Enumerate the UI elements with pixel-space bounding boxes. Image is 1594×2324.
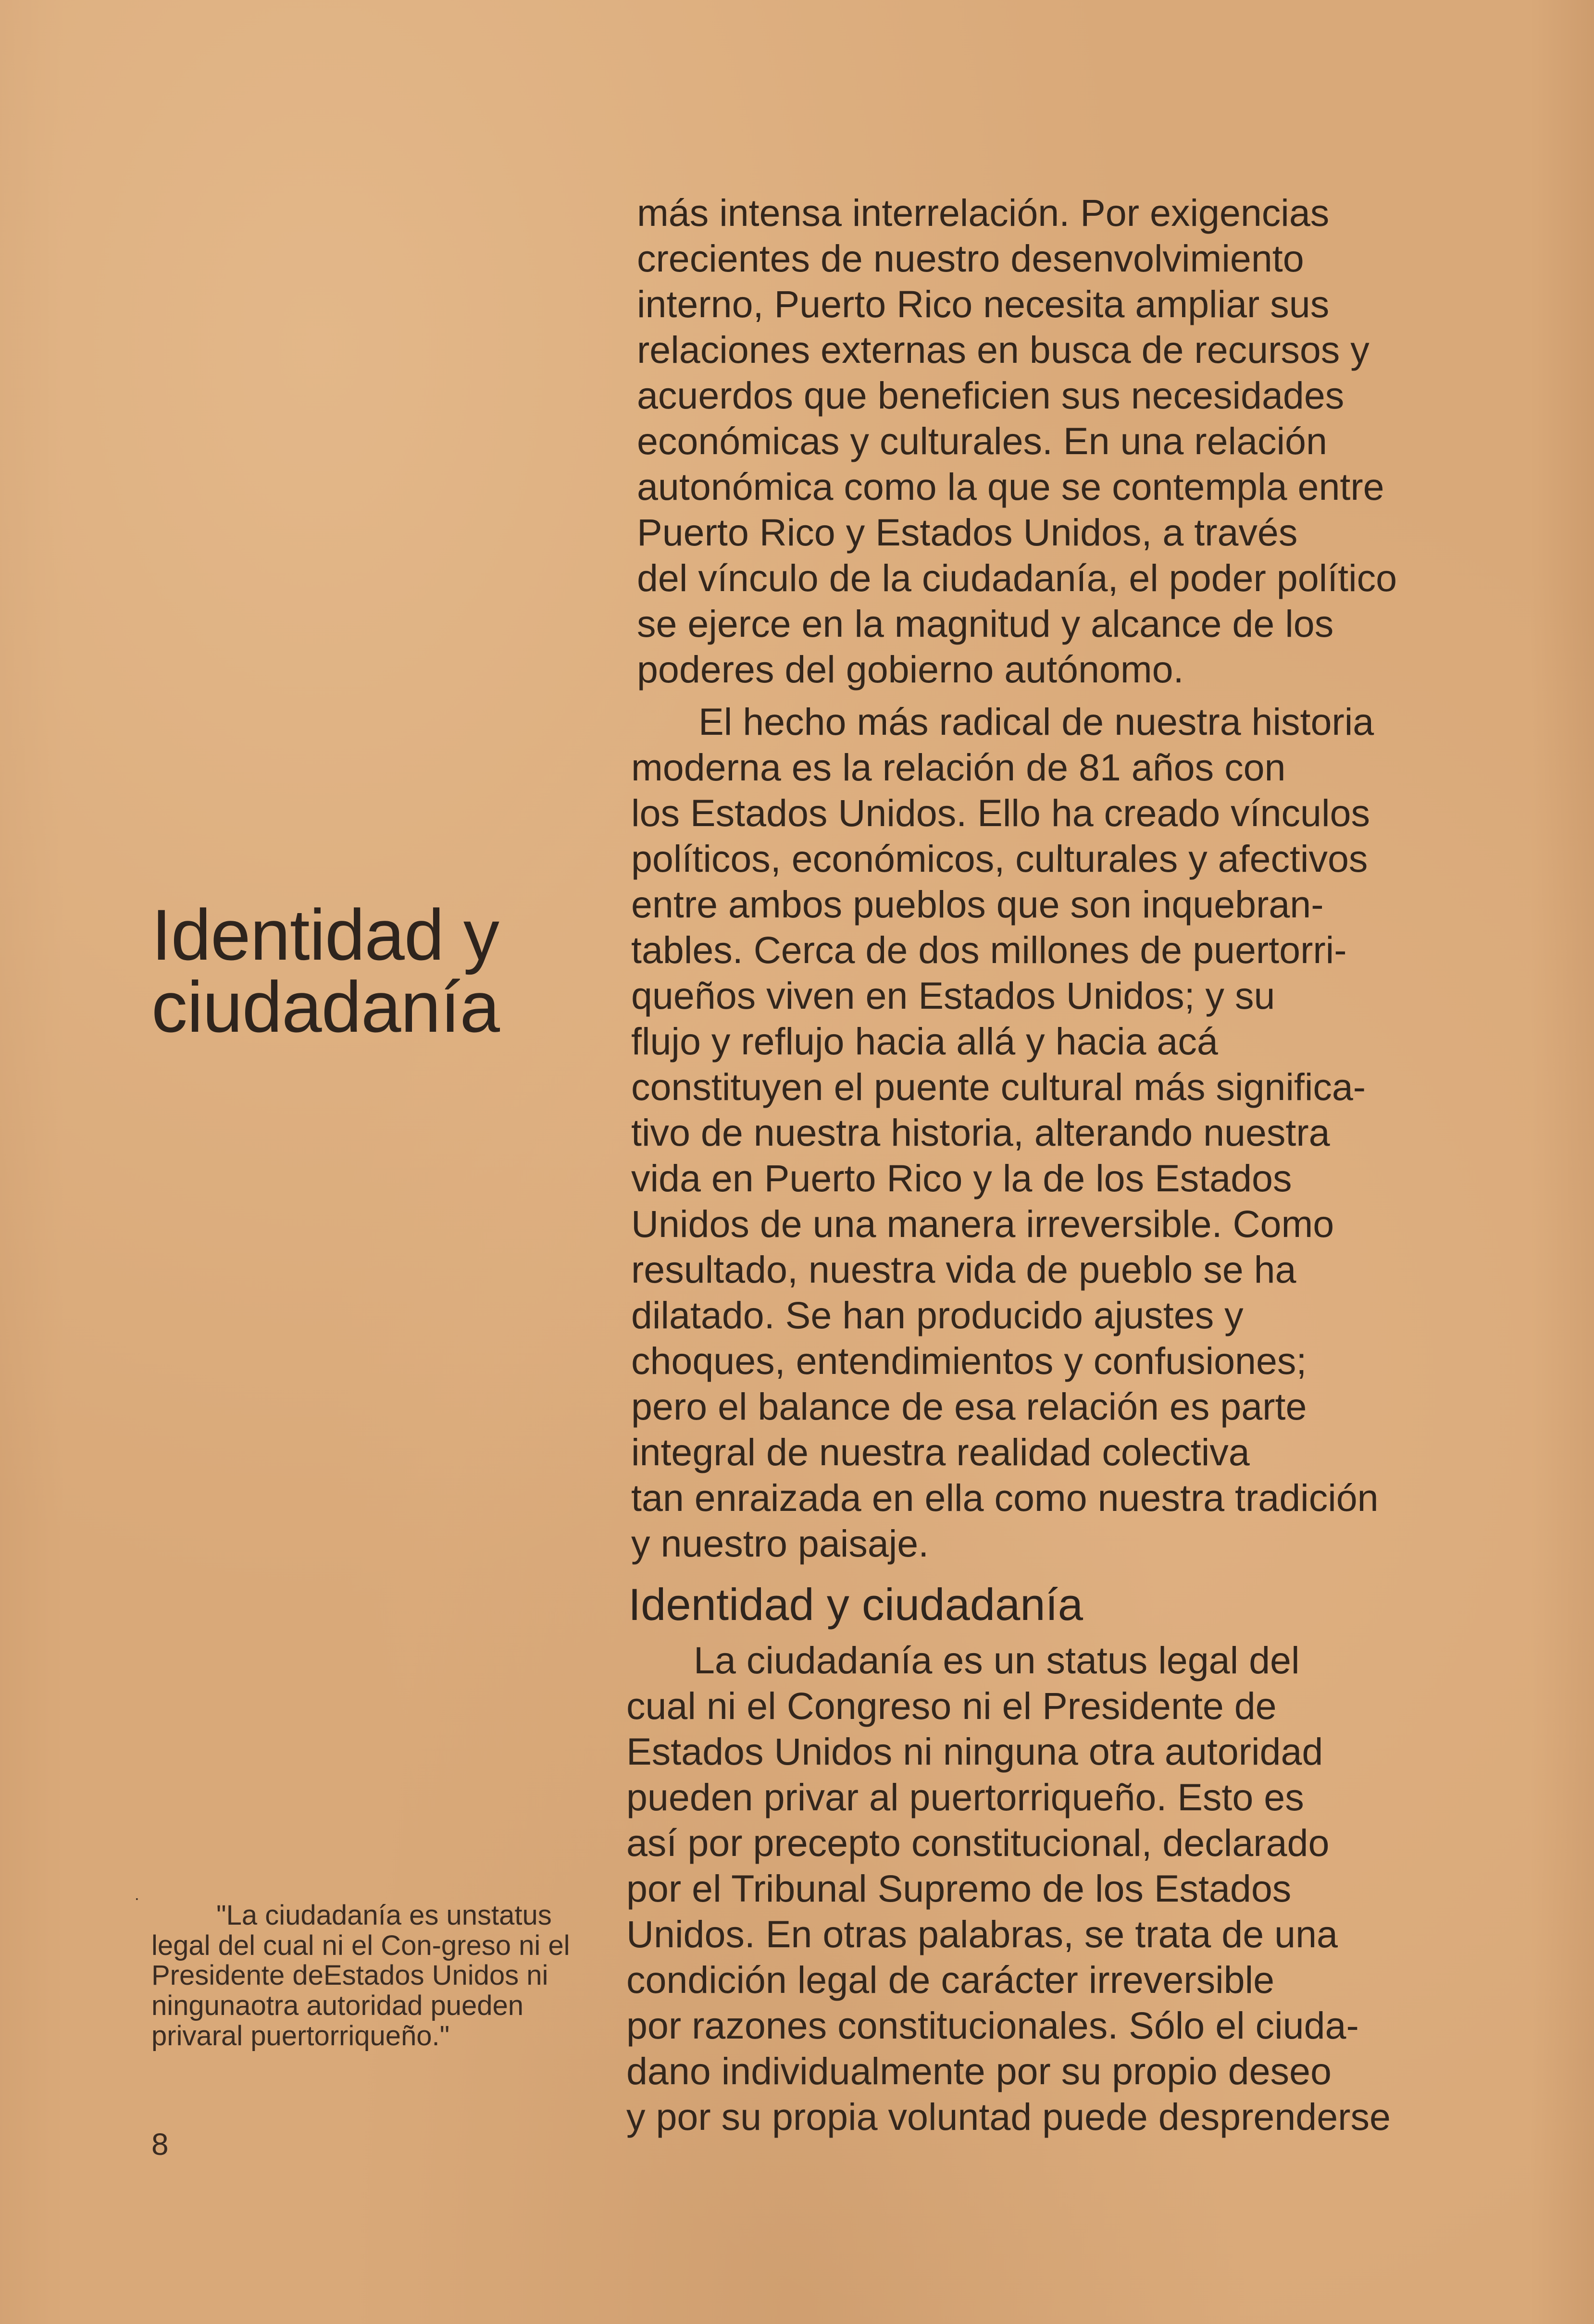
side-heading-line-1: Identidad y [151,894,499,975]
paragraph-3 [626,1637,1541,2139]
text-line: resultado, nuestra vida de pueblo se ha [631,1248,1296,1291]
text-line: Unidos de una manera irreversible. Como [631,1202,1334,1245]
quote-line: status legal del cual ni el Con- [151,1900,552,1961]
quote-line: Estados Unidos ni ninguna [151,1960,548,2021]
text-line: del vínculo de la ciudadanía, el poder político [637,556,1397,599]
text-line: relaciones externas en busca de recursos y [637,328,1370,371]
text-line: se ejerce en la magnitud y alcance de los [637,602,1334,645]
text-line: Puerto Rico y Estados Unidos, a través [637,511,1298,554]
text-line: por razones constitucionales. Sólo el ciuda- [626,2004,1359,2047]
quote-line: otra autoridad pueden privar [151,1990,524,2052]
pull-quote [135,1895,603,2052]
text-line: condición legal de carácter irreversible [626,1958,1275,2001]
text-line: vida en Puerto Rico y la de los Estados [631,1157,1292,1199]
side-heading-line-2: ciudadanía [151,966,499,1047]
text-line: autonómica como la que se contempla entre [637,465,1384,508]
text-line: El hecho más radical de nuestra historia [698,700,1374,743]
text-line: flujo y reflujo hacia allá y hacia acá [631,1020,1218,1063]
text-line: tivo de nuestra historia, alterando nuestra [631,1111,1330,1154]
text-line: tables. Cerca de dos millones de puertorri- [631,928,1347,971]
text-line: poderes del gobierno autónomo. [637,648,1184,691]
text-line: interno, Puerto Rico necesita ampliar sus [637,283,1330,325]
text-line: por el Tribunal Supremo de los Estados [626,1867,1292,1910]
quote-line: "La ciudadanía es un [216,1900,478,1931]
pull-quote-text [151,1901,603,2051]
text-line: políticos, económicos, culturales y afectivos [631,837,1368,880]
page-number: 8 [151,2127,169,2162]
text-line: dano individualmente por su propio deseo [626,2050,1332,2092]
text-line: constituyen el puente cultural más significa- [631,1065,1366,1108]
text-line: crecientes de nuestro desenvolvimiento [637,237,1304,280]
text-line: entre ambos pueblos que son inquebran- [631,883,1324,926]
side-heading [151,894,584,1047]
text-line: así por precepto constitucional, declarado [626,1821,1330,1864]
text-line: cual ni el Congreso ni el Presidente de [626,1684,1277,1727]
main-text-column [626,190,1541,2139]
text-line: pero el balance de esa relación es parte [631,1385,1307,1428]
text-line: tan enraizada en ella como nuestra tradición [631,1476,1379,1519]
text-line: Unidos. En otras palabras, se trata de una [626,1913,1338,1955]
text-line: y nuestro paisaje. [631,1522,929,1565]
quote-line: greso ni el Presidente de [151,1929,570,1991]
text-line: queños viven en Estados Unidos; y su [631,974,1275,1017]
paragraph-1 [637,190,1541,692]
text-line: y por su propia voluntad puede desprenderse [626,2095,1391,2138]
text-line: choques, entendimientos y confusiones; [631,1339,1307,1382]
quote-mark: ˙ [135,1895,141,1916]
text-line: Estados Unidos ni ninguna otra autoridad [626,1730,1323,1773]
paragraph-2 [631,699,1541,1566]
text-line: más intensa interrelación. Por exigencias [637,191,1330,234]
text-line: acuerdos que beneficien sus necesidades [637,374,1345,417]
text-line: La ciudadanía es un status legal del [694,1639,1300,1681]
text-line: integral de nuestra realidad colectiva [631,1431,1250,1473]
quote-line: al puertorriqueño." [221,2020,450,2052]
text-line: pueden privar al puertorriqueño. Esto es [626,1776,1304,1818]
text-line: económicas y culturales. En una relación [637,420,1327,462]
text-line: los Estados Unidos. Ello ha creado vínculos [631,791,1370,834]
section-subheading: Identidad y ciudadanía [628,1579,1083,1630]
text-line: moderna es la relación de 81 años con [631,746,1286,789]
text-line: dilatado. Se han producido ajustes y [631,1294,1244,1336]
